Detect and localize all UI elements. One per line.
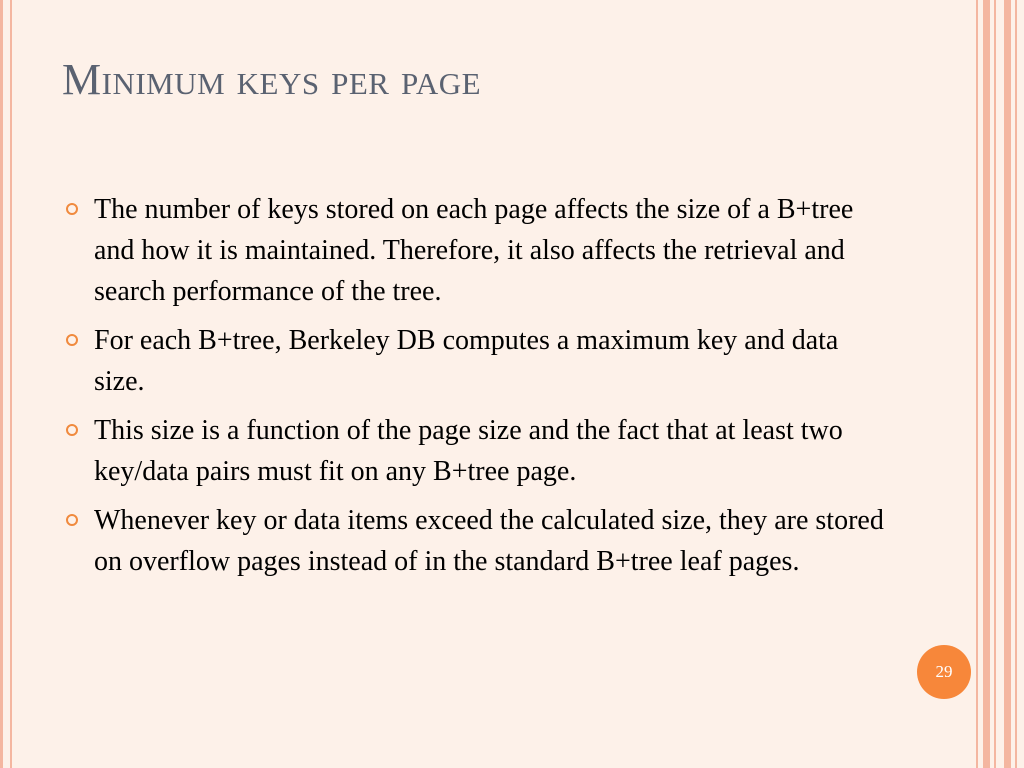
frame-border-right-1 <box>976 0 978 768</box>
frame-border-right-5 <box>1015 0 1017 768</box>
bullet-item <box>64 410 884 492</box>
bullet-icon <box>66 203 78 215</box>
bullet-list <box>64 189 884 590</box>
bullet-text: The number of keys stored on each page affects the size of a B+tree and how it is maintained. Therefore, it also affects the retrieval and search performance of the tree. <box>94 194 854 307</box>
bullet-icon <box>66 334 78 346</box>
frame-border-right-2 <box>983 0 990 768</box>
frame-border-right-3 <box>994 0 996 768</box>
page-number-badge: 29 <box>917 645 971 699</box>
bullet-item <box>64 320 884 402</box>
bullet-text: This size is a function of the page size and the fact that at least two key/data pairs must fit on any B+tree page. <box>94 415 843 487</box>
bullet-text: For each B+tree, Berkeley DB computes a maximum key and data size. <box>94 325 839 397</box>
bullet-icon <box>66 514 78 526</box>
bullet-text: Whenever key or data items exceed the calculated size, they are stored on overflow pages instead of in the standard B+tree leaf pages. <box>94 505 884 577</box>
bullet-icon <box>66 424 78 436</box>
bullet-item <box>64 500 884 582</box>
frame-border-left-inner <box>10 0 12 768</box>
frame-border-left-outer <box>0 0 3 768</box>
slide-title: Minimum keys per page <box>62 55 482 104</box>
bullet-item <box>64 189 884 312</box>
frame-border-right-4 <box>1004 0 1011 768</box>
